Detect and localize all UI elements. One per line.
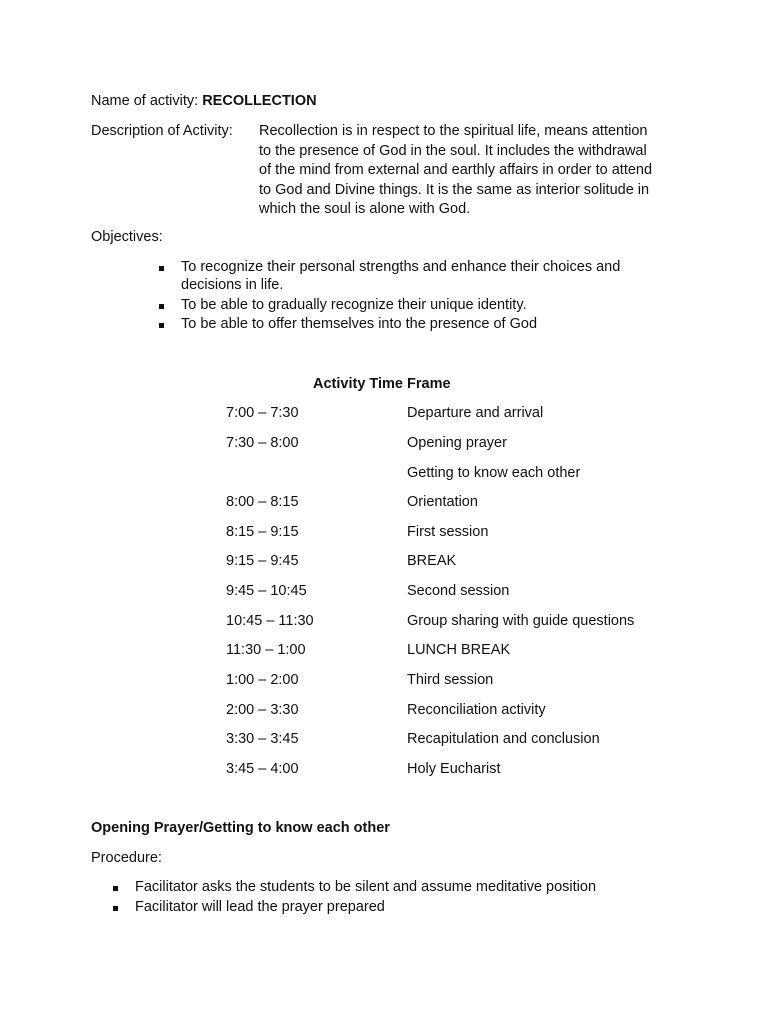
time-cell: 9:45 – 10:45: [226, 583, 307, 599]
objective-line: decisions in life.: [181, 277, 284, 293]
time-cell: 3:30 – 3:45: [226, 731, 299, 747]
bullet-icon: [159, 266, 164, 271]
activity-cell: Third session: [407, 672, 494, 688]
activity-cell: Departure and arrival: [407, 405, 544, 421]
time-cell: 1:00 – 2:00: [226, 672, 299, 688]
description-line: which the soul is alone with God.: [259, 201, 471, 217]
activity-name-value: RECOLLECTION: [202, 93, 317, 109]
bullet-icon: [113, 906, 118, 911]
activity-cell: Second session: [407, 583, 510, 599]
time-cell: 8:00 – 8:15: [226, 494, 299, 510]
activity-cell: Recapitulation and conclusion: [407, 731, 600, 747]
bullet-icon: [159, 304, 164, 309]
procedure-label: Procedure:: [91, 850, 162, 866]
activity-name-label: Name of activity:: [91, 93, 203, 109]
time-cell: 9:15 – 9:45: [226, 553, 299, 569]
time-cell: 7:30 – 8:00: [226, 435, 299, 451]
description-line: to God and Divine things. It is the same as interior solitude in: [259, 181, 650, 198]
time-cell: 2:00 – 3:30: [226, 702, 299, 718]
activity-cell: Orientation: [407, 494, 478, 510]
time-cell: 10:45 – 11:30: [226, 613, 314, 629]
objective-line: To recognize their personal strengths and enhance their choices and: [181, 259, 621, 275]
description-label: Description of Activity:: [91, 123, 233, 139]
activity-name-line: [91, 92, 317, 112]
activity-cell: Opening prayer: [407, 435, 507, 451]
activity-cell: BREAK: [407, 553, 457, 569]
time-frame-title: Activity Time Frame: [313, 376, 451, 392]
time-cell: 11:30 – 1:00: [226, 642, 306, 658]
activity-cell: First session: [407, 524, 489, 540]
activity-cell: Holy Eucharist: [407, 761, 501, 777]
description-line: to the presence of God in the soul. It includes the withdrawal: [259, 142, 647, 159]
activity-cell: Reconciliation activity: [407, 702, 546, 718]
time-cell: 7:00 – 7:30: [226, 405, 299, 421]
procedure-item: Facilitator asks the students to be silent and assume meditative position: [135, 879, 597, 895]
bullet-icon: [159, 323, 164, 328]
description-line: Recollection is in respect to the spiritual life, means attention: [259, 123, 648, 139]
activity-cell: Group sharing with guide questions: [407, 613, 635, 629]
objective-line: To be able to gradually recognize their unique identity.: [181, 297, 527, 313]
time-cell: 3:45 – 4:00: [226, 761, 299, 777]
time-cell: 8:15 – 9:15: [226, 524, 299, 540]
bullet-icon: [113, 886, 118, 891]
activity-cell: Getting to know each other: [407, 465, 581, 481]
section-heading: Opening Prayer/Getting to know each other: [91, 820, 390, 836]
objective-line: To be able to offer themselves into the presence of God: [181, 316, 538, 332]
objectives-label: Objectives:: [91, 229, 163, 245]
procedure-item: Facilitator will lead the prayer prepared: [135, 899, 385, 915]
description-text: [259, 122, 652, 220]
activity-cell: LUNCH BREAK: [407, 642, 511, 658]
description-line: of the mind from external and earthly affairs in order to attend: [259, 162, 653, 178]
